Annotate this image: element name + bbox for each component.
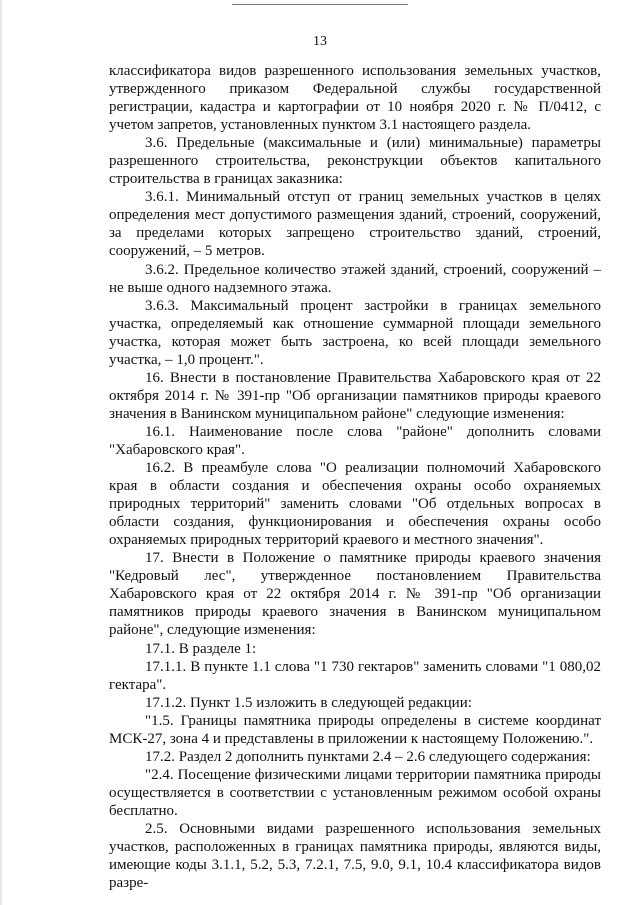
paragraph: "2.4. Посещение физическими лицами территории памятника природы осуществляется в соответствии с установленным режимом особой охраны бесплатно. <box>109 766 601 819</box>
paragraph: 3.6.1. Минимальный отступ от границ земельных участков в целях определения мест допустимого размещения зданий, строений, сооружений, за пределами которых запрещено строительство зданий, строений, сооружений, – 5 метров. <box>109 189 601 260</box>
paragraph: 16. Внести в постановление Правительства Хабаровского края от 22 октября 2014 г. № 391-пр "Об организации памятников природы краевого значения в Ванинском муниципальном районе" следующие изменения: <box>109 369 601 422</box>
page-number: 13 <box>313 34 327 49</box>
paragraph: 3.6.2. Предельное количество этажей зданий, строений, сооружений – не выше одного надземного этажа. <box>109 261 601 296</box>
scan-edge <box>0 0 2 905</box>
paragraph: 17.1.2. Пункт 1.5 изложить в следующей редакции: <box>145 694 472 711</box>
paragraph: 17. Внести в Положение о памятнике природы краевого значения "Кедровый лес", утвержденное постановлением Правительства Хабаровского края от 22 октября 2014 г. № 391-пр "Об организации памятников природы краевого значения в Ванинском муниципальном районе", следующие изменения: <box>109 550 601 639</box>
paragraph: 3.6.3. Максимальный процент застройки в границах земельного участка, определяемый как отношение суммарной площади земельного участка, которая может быть застроена, ко всей площади земельного участка, – 1,0 процент.". <box>109 297 601 368</box>
paragraph: классификатора видов разрешенного использования земельных участков, утвержденного приказом Федеральной службы государственной регистрации, кадастра и картографии от 10 ноября 2020 г. № П/0412, с учетом запретов, установленных пунктом 3.1 настоящего раздела. <box>109 63 601 134</box>
top-rule <box>232 4 408 5</box>
paragraph: 3.6. Предельные (максимальные и (или) минимальные) параметры разрешенного строительства, реконструкции объектов капитального строительства в границах заказника: <box>109 135 601 188</box>
paragraph: 17.2. Раздел 2 дополнить пунктами 2.4 – 2.6 следующего содержания: <box>145 748 591 765</box>
document-body <box>109 62 601 892</box>
paragraph: "1.5. Границы памятника природы определены в системе координат МСК-27, зона 4 и представлены в приложении к настоящему Положению.". <box>109 712 601 747</box>
paragraph: 16.2. В преамбуле слова "О реализации полномочий Хабаровского края в области создания и обеспечения охраны особо охраняемых природных территорий" заменить словами "Об отдельных вопросах в области создания, функционирования и обеспечения охраны особо охраняемых природных территорий краевого и местного значения". <box>109 460 601 549</box>
paragraph: 17.1.1. В пункте 1.1 слова "1 730 гектаров" заменить словами "1 080,02 гектара". <box>109 658 601 693</box>
paragraph: 17.1. В разделе 1: <box>145 640 257 657</box>
paragraph: 16.1. Наименование после слова "районе" дополнить словами "Хабаровского края". <box>109 423 601 458</box>
paragraph: 2.5. Основными видами разрешенного использования земельных участков, расположенных в границах памятника природы, являются виды, имеющие коды 3.1.1, 5.2, 5.3, 7.2.1, 7.5, 9.0, 9.1, 10.4 классификатора видов разре- <box>109 820 601 892</box>
